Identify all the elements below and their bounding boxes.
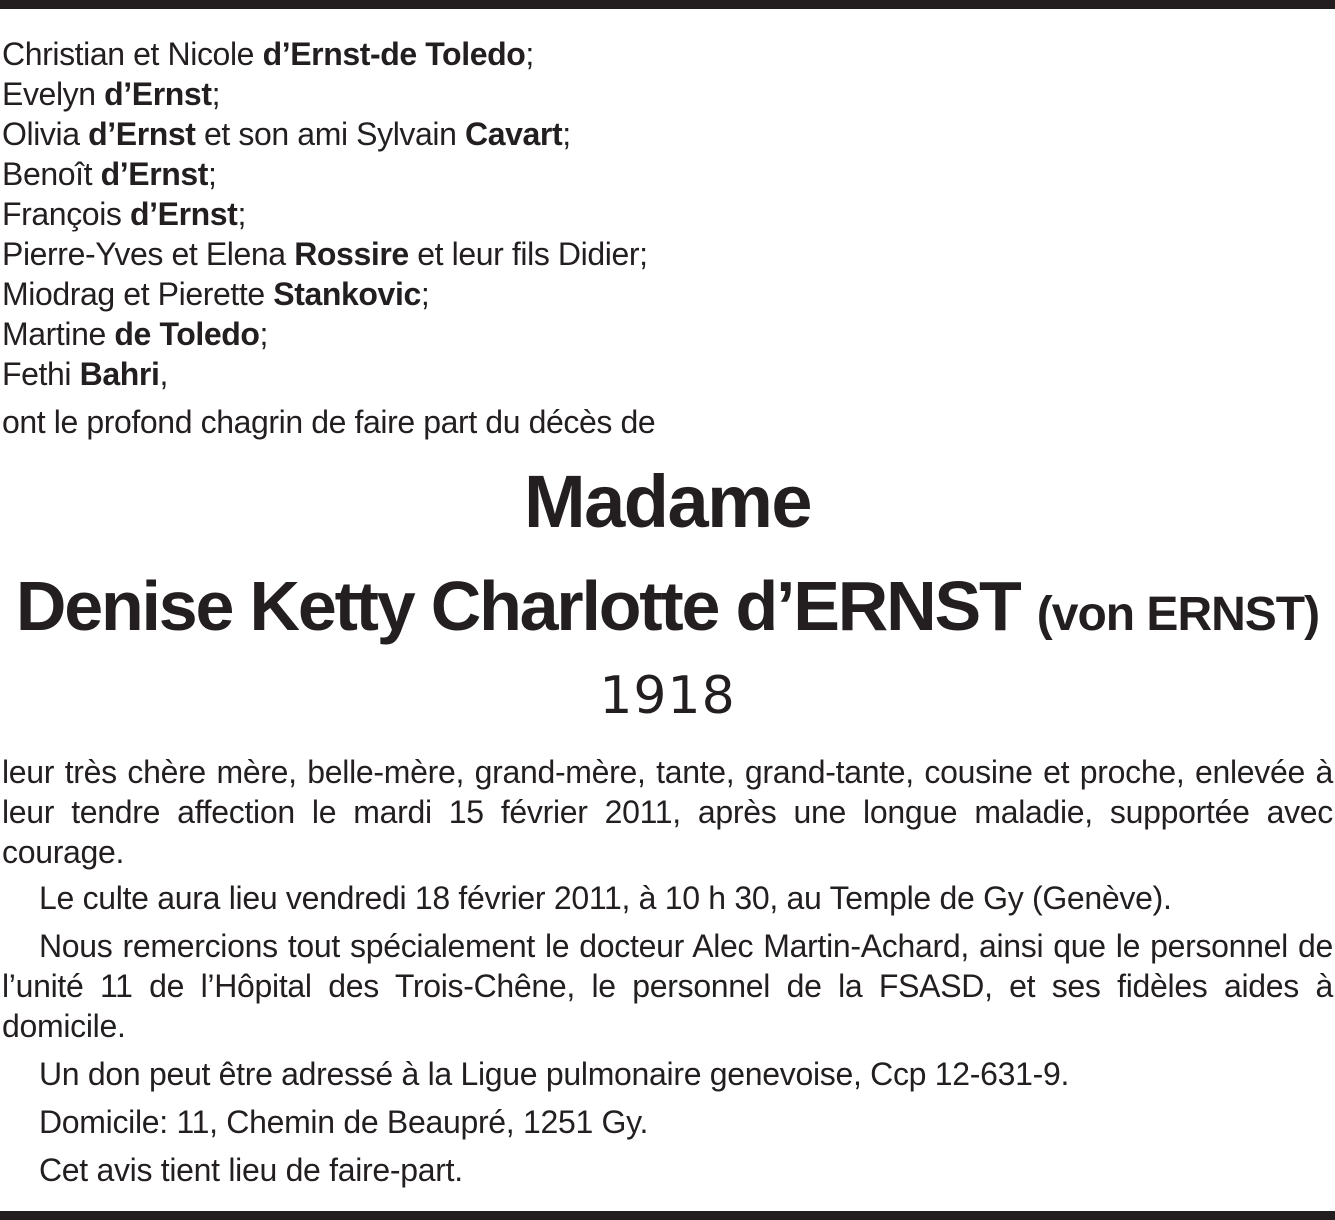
given-names: Evelyn [2, 76, 105, 112]
notice-paragraph: Un don peut être adressé à la Ligue pulmonaire genevoise, Ccp 12-631-9. [39, 1056, 1070, 1092]
given-names: Pierre-Yves et Elena [2, 236, 295, 272]
line-end: ; [208, 156, 217, 192]
line-end: ; [420, 276, 430, 312]
line-extra: et son ami Sylvain [195, 116, 466, 152]
birth-year: 1918 [599, 666, 736, 726]
notice-paragraph: Le culte aura lieu vendredi 18 février 2011, à 10 h 30, au Temple de Gy (Genève). [39, 880, 1172, 916]
surname: Bahri [79, 356, 160, 392]
given-names: Miodrag et Pierette [2, 276, 274, 312]
notice-paragraph: Nous remercions tout spécialement le docteur Alec Martin-Achard, ainsi que le personnel de l’unité 11 de l’Hôpital des Trois-Chêne, le personnel de la FSASD, et ses fidèles aides à domicile. [2, 928, 1333, 1044]
deceased-name: Denise Ketty Charlotte d’ERNST [15, 567, 1020, 645]
line-end: ; [562, 116, 571, 152]
family-line [2, 114, 1332, 154]
line-extra: et leur fils Didier [408, 236, 640, 272]
family-line [2, 194, 1332, 234]
line-end: ; [237, 196, 246, 232]
surname: Stankovic [273, 276, 421, 312]
line-end: ; [259, 316, 269, 352]
surname: d’Ernst [100, 156, 209, 192]
surname: d’Ernst [130, 196, 238, 232]
line-end: ; [639, 236, 648, 272]
surname: Rossire [294, 236, 409, 272]
family-line [2, 154, 1332, 194]
notice-paragraph: Cet avis tient lieu de faire-part. [39, 1152, 463, 1188]
given-names: Fethi [2, 356, 80, 392]
family-line [2, 34, 1332, 74]
family-line [2, 274, 1332, 314]
notice-paragraph: Domicile: 11, Chemin de Beaupré, 1251 Gy. [39, 1104, 649, 1140]
surname: de Toledo [114, 316, 260, 352]
bottom-rule [0, 1211, 1335, 1220]
given-names: Martine [2, 316, 115, 352]
surname: d’Ernst [104, 76, 212, 112]
given-names: Benoît [2, 156, 101, 192]
line-end: ; [525, 36, 534, 72]
given-names: François [2, 196, 130, 232]
line-end: , [159, 356, 168, 392]
notice-paragraph: leur très chère mère, belle-mère, grand-mère, tante, grand-tante, cousine et proche, enlevée à leur tendre affection le mardi 15 février 2011, après une longue maladie, supportée avec courage. [2, 754, 1333, 870]
deceased-alt-name: (von ERNST) [1036, 588, 1320, 641]
notice-body [2, 752, 1333, 1198]
given-names: Christian et Nicole [2, 36, 263, 72]
family-list [2, 34, 1332, 394]
top-rule [0, 0, 1335, 9]
surname: d’Ernst [88, 116, 196, 152]
family-line [2, 234, 1332, 274]
family-line [2, 354, 1332, 394]
surname: d’Ernst-de Toledo [262, 36, 526, 72]
deceased-honorific: Madame [523, 460, 812, 543]
family-line [2, 314, 1332, 354]
family-line [2, 74, 1332, 114]
announcement-text: ont le profond chagrin de faire part du décès de [2, 404, 656, 440]
surname: Cavart [465, 116, 563, 152]
given-names: Olivia [2, 116, 89, 152]
deceased-name-line [0, 562, 1335, 659]
line-end: ; [211, 76, 221, 112]
